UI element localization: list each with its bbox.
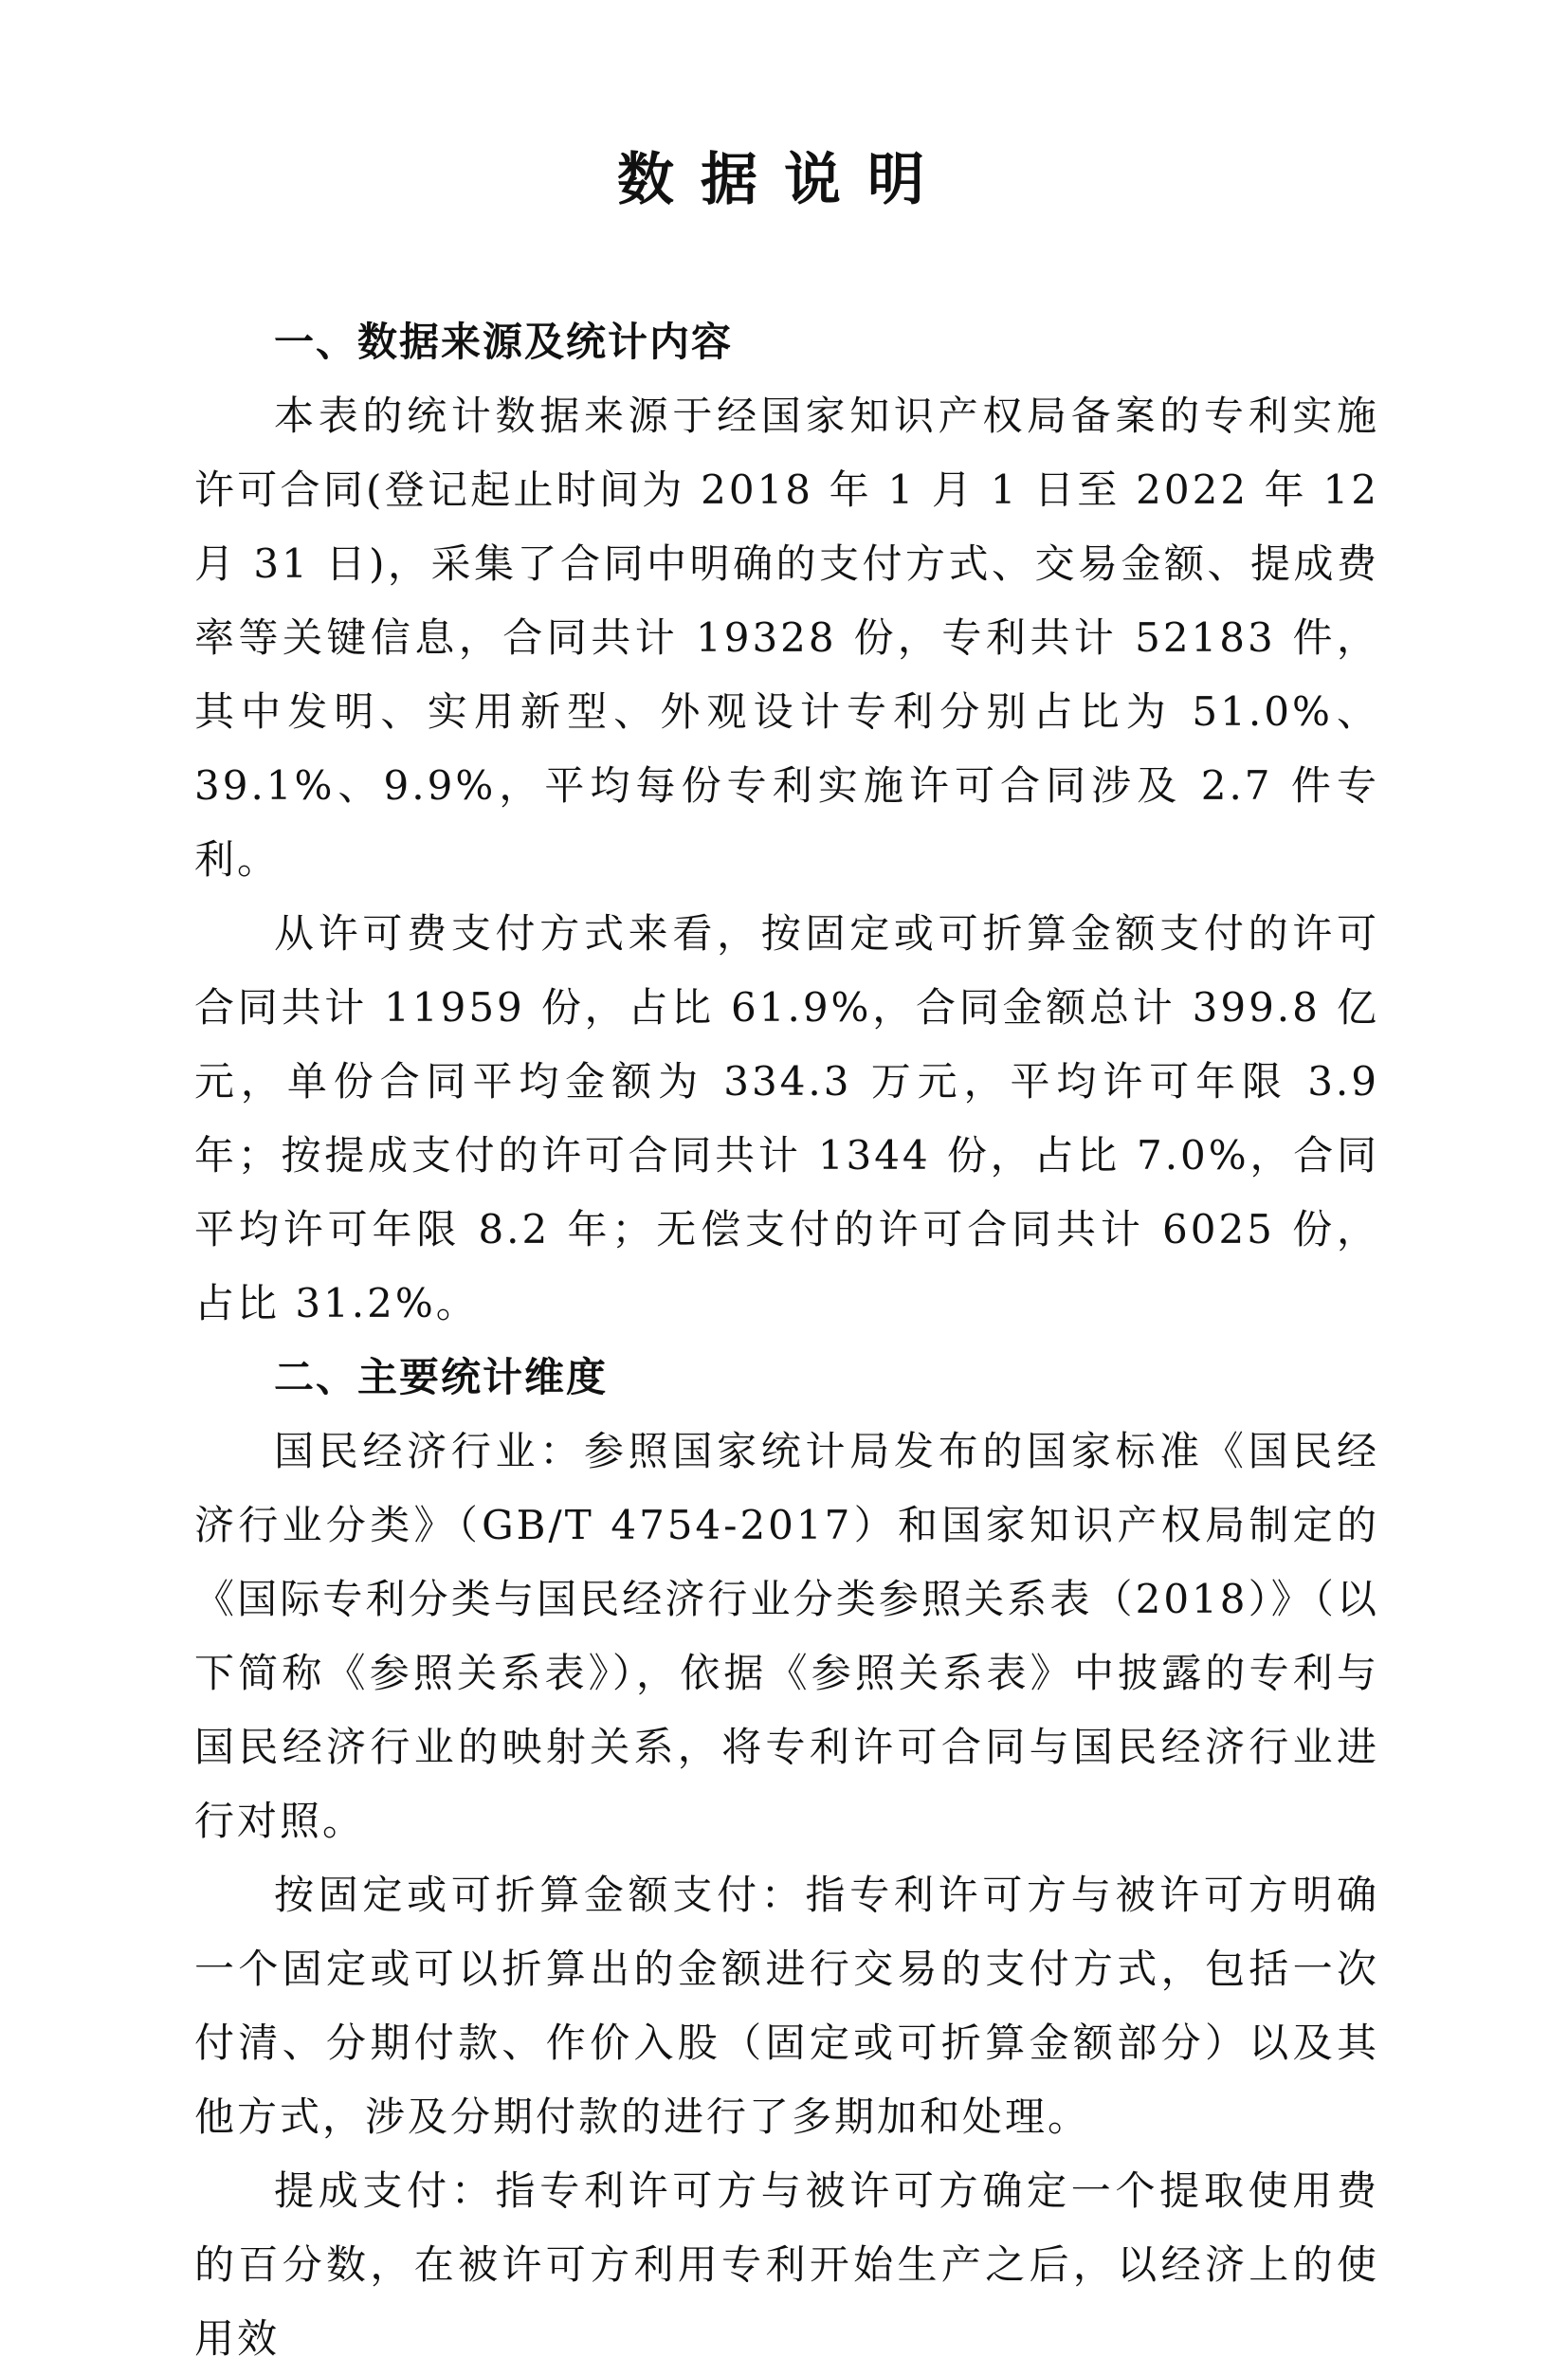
page-title: 数据说明 xyxy=(617,147,951,213)
paragraph-data-source: 本表的统计数据来源于经国家知识产权局备案的专利实施许可合同(登记起止时间为 2018 年 1 月 1 日至 2022 年 12 月 31 日)，采集了合同中明确的支付方式、交易金额、提成费率等关键信息，合同共计 19328 份，专利共计 52183 件，其中发明、实用新型、外观设计专利分别占比为 51.0%、39.1%、9.9%，平均每份专利实施许可合同涉及 2.7 件专利。 xyxy=(194,393,1379,883)
section-heading-statistical-dimensions: 二、主要统计维度 xyxy=(274,1354,609,1400)
paragraph-fixed-payment: 按固定或可折算金额支付：指专利许可方与被许可方明确一个固定或可以折算出的金额进行交易的支付方式，包括一次付清、分期付款、作价入股（固定或可折算金额部分）以及其他方式，涉及分期付款的进行了多期加和处理。 xyxy=(194,1872,1379,2140)
paragraph-royalty-payment: 提成支付：指专利许可方与被许可方确定一个提取使用费的百分数，在被许可方利用专利开始生产之后，以经济上的使用效 xyxy=(194,2167,1379,2362)
paragraph-payment-overview: 从许可费支付方式来看，按固定或可折算金额支付的许可合同共计 11959 份，占比 61.9%，合同金额总计 399.8 亿元，单份合同平均金额为 334.3 万元，平均许可年限 3.9 年；按提成支付的许可合同共计 1344 份，占比 7.0%，合同平均许可年限 8.2 年；无偿支付的许可合同共计 6025 份，占比 31.2%。 xyxy=(194,910,1379,1326)
paragraph-industry-classification: 国民经济行业：参照国家统计局发布的国家标准《国民经济行业分类》（GB/T 4754-2017）和国家知识产权局制定的《国际专利分类与国民经济行业分类参照关系表（2018）》（以下简称《参照关系表》），依据《参照关系表》中披露的专利与国民经济行业的映射关系，将专利许可合同与国民经济行业进行对照。 xyxy=(194,1428,1379,1844)
section-statistical-dimensions xyxy=(194,1341,1379,2376)
section-heading-data-source: 一、数据来源及统计内容 xyxy=(274,319,734,365)
document-body xyxy=(194,305,1379,2376)
section-data-source xyxy=(194,305,1379,1341)
